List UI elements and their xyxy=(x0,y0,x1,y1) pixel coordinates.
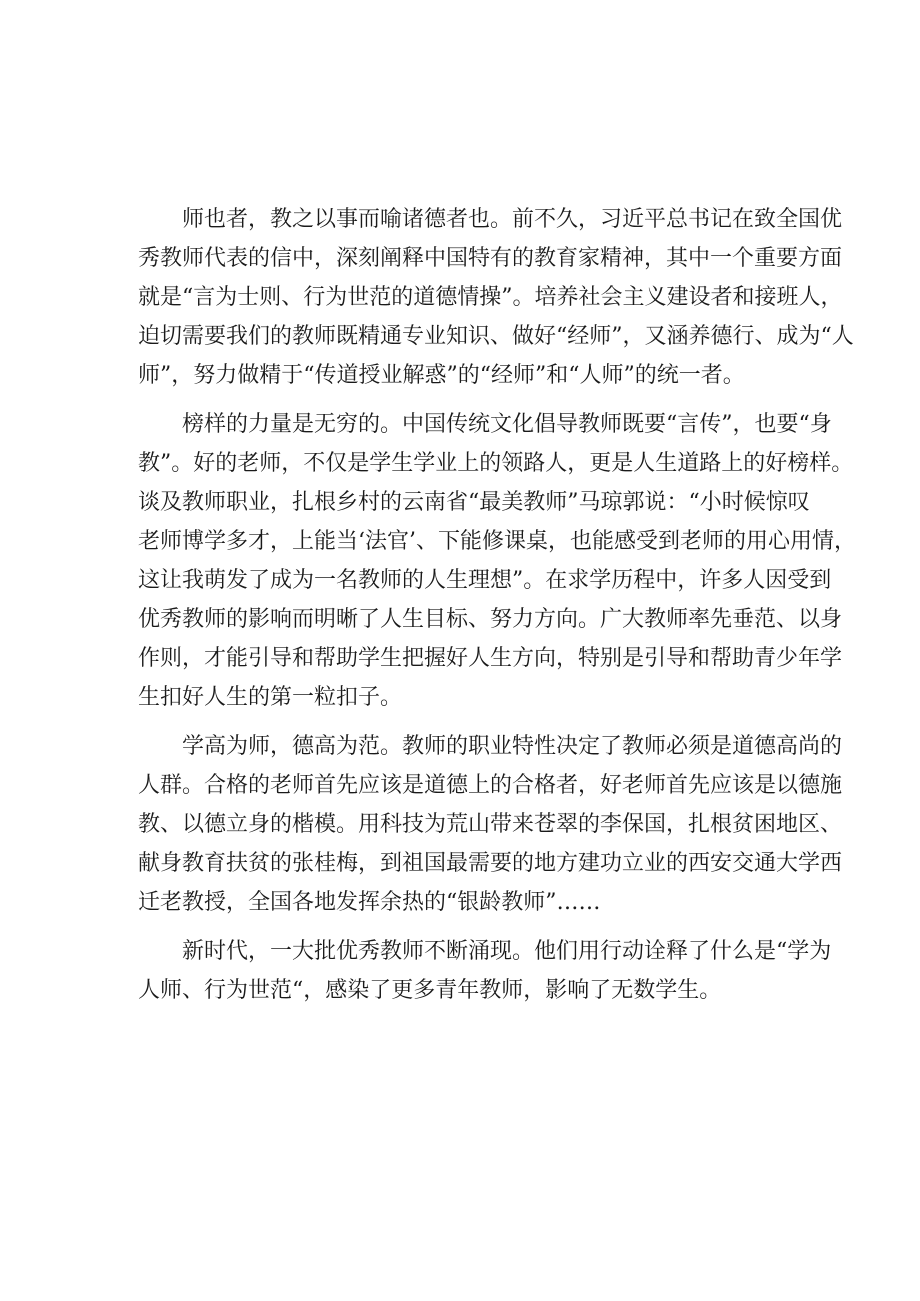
text-line: 教”。好的老师，不仅是学生学业上的领路人，更是人生道路上的好榜样。 xyxy=(138,451,854,476)
text-line: 新时代，一大批优秀教师不断涌现。他们用行动诠释了什么是“学为 xyxy=(138,939,832,964)
paragraph-1 xyxy=(138,200,854,395)
text-line: 作则，才能引导和帮助学生把握好人生方向，特别是引导和帮助青少年学 xyxy=(138,646,843,671)
text-line: 迁老教授，全国各地发挥余热的“银龄教师”…… xyxy=(138,890,601,915)
text-line: 献身教育扶贫的张桂梅，到祖国最需要的地方建功立业的西安交通大学西 xyxy=(138,851,843,876)
text-line: 生扣好人生的第一粒扣子。 xyxy=(138,685,403,710)
text-line: 学高为师，德高为范。教师的职业特性决定了教师必须是道德高尚的 xyxy=(138,734,843,759)
text-line: 这让我萌发了成为一名教师的人生理想”。在求学历程中，许多人因受到 xyxy=(138,568,832,593)
text-line: 就是“言为士则、行为世范的道德情操”。培养社会主义建设者和接班人， xyxy=(138,285,843,310)
paragraph-4 xyxy=(138,932,832,1010)
text-line: 人师、行为世范“，感染了更多青年教师，影响了无数学生。 xyxy=(138,978,722,1003)
text-line: 秀教师代表的信中，深刻阐释中国特有的教育家精神，其中一个重要方面 xyxy=(138,246,843,271)
text-line: 师也者，教之以事而喻诸德者也。前不久，习近平总书记在致全国优 xyxy=(138,207,843,232)
text-line: 迫切需要我们的教师既精通专业知识、做好“经师”，又涵养德行、成为“人 xyxy=(138,324,854,349)
text-line: 人群。合格的老师首先应该是道德上的合格者，好老师首先应该是以德施 xyxy=(138,773,843,798)
text-line: 优秀教师的影响而明晰了人生目标、努力方向。广大教师率先垂范、以身 xyxy=(138,607,843,632)
article-body xyxy=(138,200,856,1020)
paragraph-2 xyxy=(138,405,856,717)
text-line: 师”，努力做精于“传道授业解惑”的“经师”和“人师”的统一者。 xyxy=(138,363,745,388)
text-line: 榜样的力量是无穷的。中国传统文化倡导教师既要“言传”，也要“身 xyxy=(138,412,832,437)
text-line: 教、以德立身的楷模。用科技为荒山带来苍翠的李保国，扎根贫困地区、 xyxy=(138,812,843,837)
text-line: 谈及教师职业，扎根乡村的云南省“最美教师”马琼郭说：“小时候惊叹 xyxy=(138,490,810,515)
paragraph-3 xyxy=(138,727,843,922)
text-line: 老师博学多才，上能当‘法官’、下能修课桌，也能感受到老师的用心用情， xyxy=(138,529,856,554)
